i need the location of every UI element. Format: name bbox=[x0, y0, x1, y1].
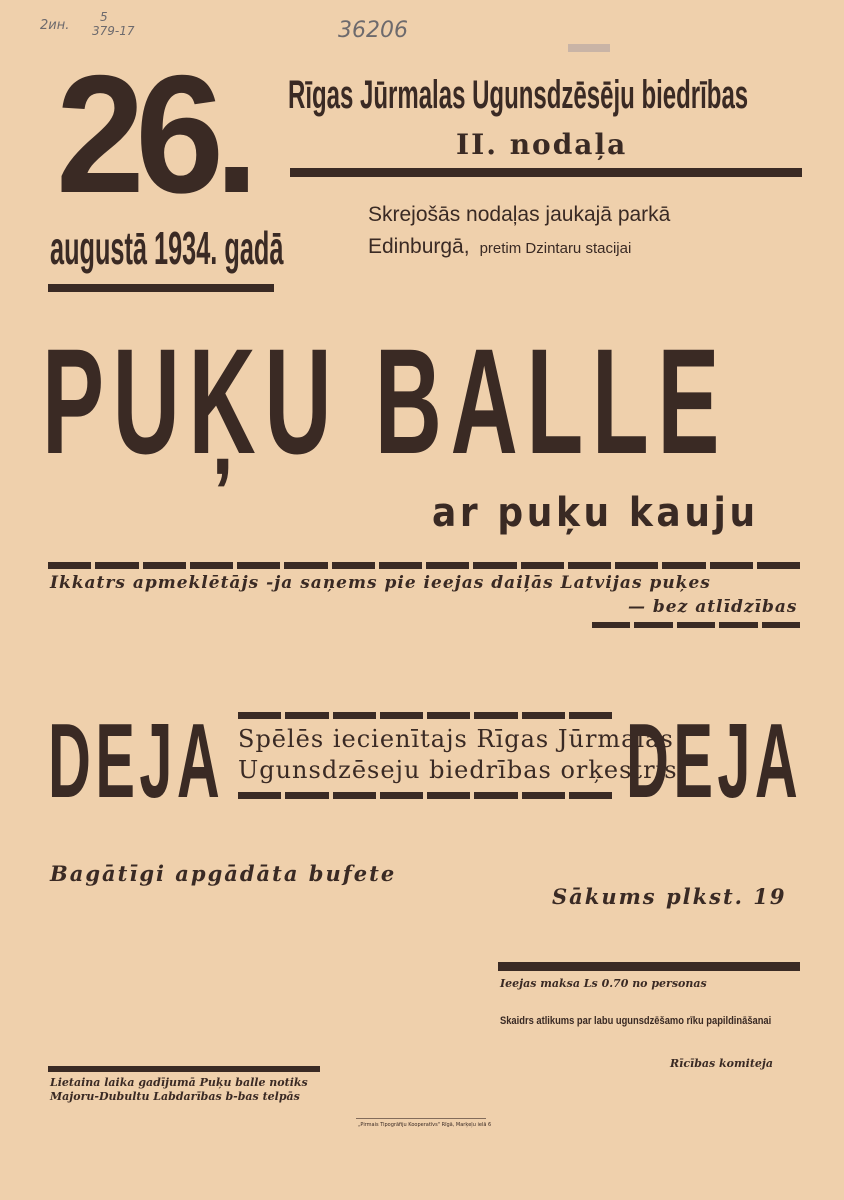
date-underline bbox=[48, 284, 274, 292]
orchestra-rule-bottom bbox=[238, 792, 612, 799]
proceeds-note: Skaidrs atlikums par labu ugunsdzēšamo rīku papildināšanai bbox=[500, 1015, 772, 1027]
venue-line-1: Skrejošās nodaļas jaukajā parkā bbox=[368, 203, 671, 226]
orchestra-text bbox=[238, 724, 678, 786]
buffet-notice: Bagātīgi apgādāta bufete bbox=[50, 861, 397, 886]
dashed-rule-short bbox=[592, 622, 800, 628]
archive-number: 36206 bbox=[338, 18, 408, 43]
fee-rule bbox=[498, 962, 800, 971]
header-rule bbox=[290, 168, 802, 177]
division-name: II. nodaļa bbox=[456, 128, 628, 161]
rain-rule bbox=[48, 1066, 320, 1072]
event-subtitle: ar puķu kauju bbox=[432, 490, 759, 536]
free-flowers-notice: Ikkatrs apmeklētājs -ja saņems pie ieejas daiļās Latvijas puķes bbox=[50, 573, 711, 593]
event-title: PUĶU BALLE bbox=[42, 317, 729, 485]
orchestra-line-2: Ugunsdzēseju biedrības orķestris bbox=[238, 756, 678, 784]
venue-place: Edinburgā, bbox=[368, 235, 470, 258]
printer-credit: „Pirmais Tipogrāfiju Kooperatīvs" Rīgā, Marķeļu ielā 6 bbox=[358, 1122, 492, 1128]
rain-notice-1: Lietaina laika gadījumā Puķu balle notiks bbox=[50, 1076, 308, 1089]
committee: Rīcības komiteja bbox=[670, 1057, 774, 1070]
dance-left: DEJA bbox=[48, 702, 225, 820]
dance-right: DEJA bbox=[626, 702, 803, 820]
printer-rule bbox=[356, 1118, 486, 1119]
start-time: Sākums plkst. 19 bbox=[552, 884, 787, 909]
free-flowers-notice-2: — bez atlīdzības bbox=[628, 597, 798, 617]
archive-note-3: 379-17 bbox=[92, 24, 135, 38]
entry-fee: Ieejas maksa Ls 0.70 no personas bbox=[500, 977, 707, 990]
archive-note-2: 5 bbox=[100, 10, 108, 24]
orchestra-rule-top bbox=[238, 712, 612, 719]
library-stamp bbox=[568, 44, 610, 52]
event-day: 26. bbox=[56, 40, 250, 228]
organization-name: Rīgas Jūrmalas Ugunsdzēsēju biedrības bbox=[288, 73, 749, 117]
archive-note-1: 2ин. bbox=[40, 18, 70, 33]
rain-notice-2: Majoru-Dubultu Labdarības b-bas telpās bbox=[50, 1090, 300, 1103]
venue-line-2 bbox=[368, 235, 631, 259]
dashed-rule-top bbox=[48, 562, 800, 569]
orchestra-line-1: Spēlēs iecienītajs Rīgas Jūrmalas bbox=[238, 725, 674, 753]
event-date: augustā 1934. gadā bbox=[50, 222, 284, 274]
venue-station: pretim Dzintaru stacijai bbox=[479, 240, 632, 257]
